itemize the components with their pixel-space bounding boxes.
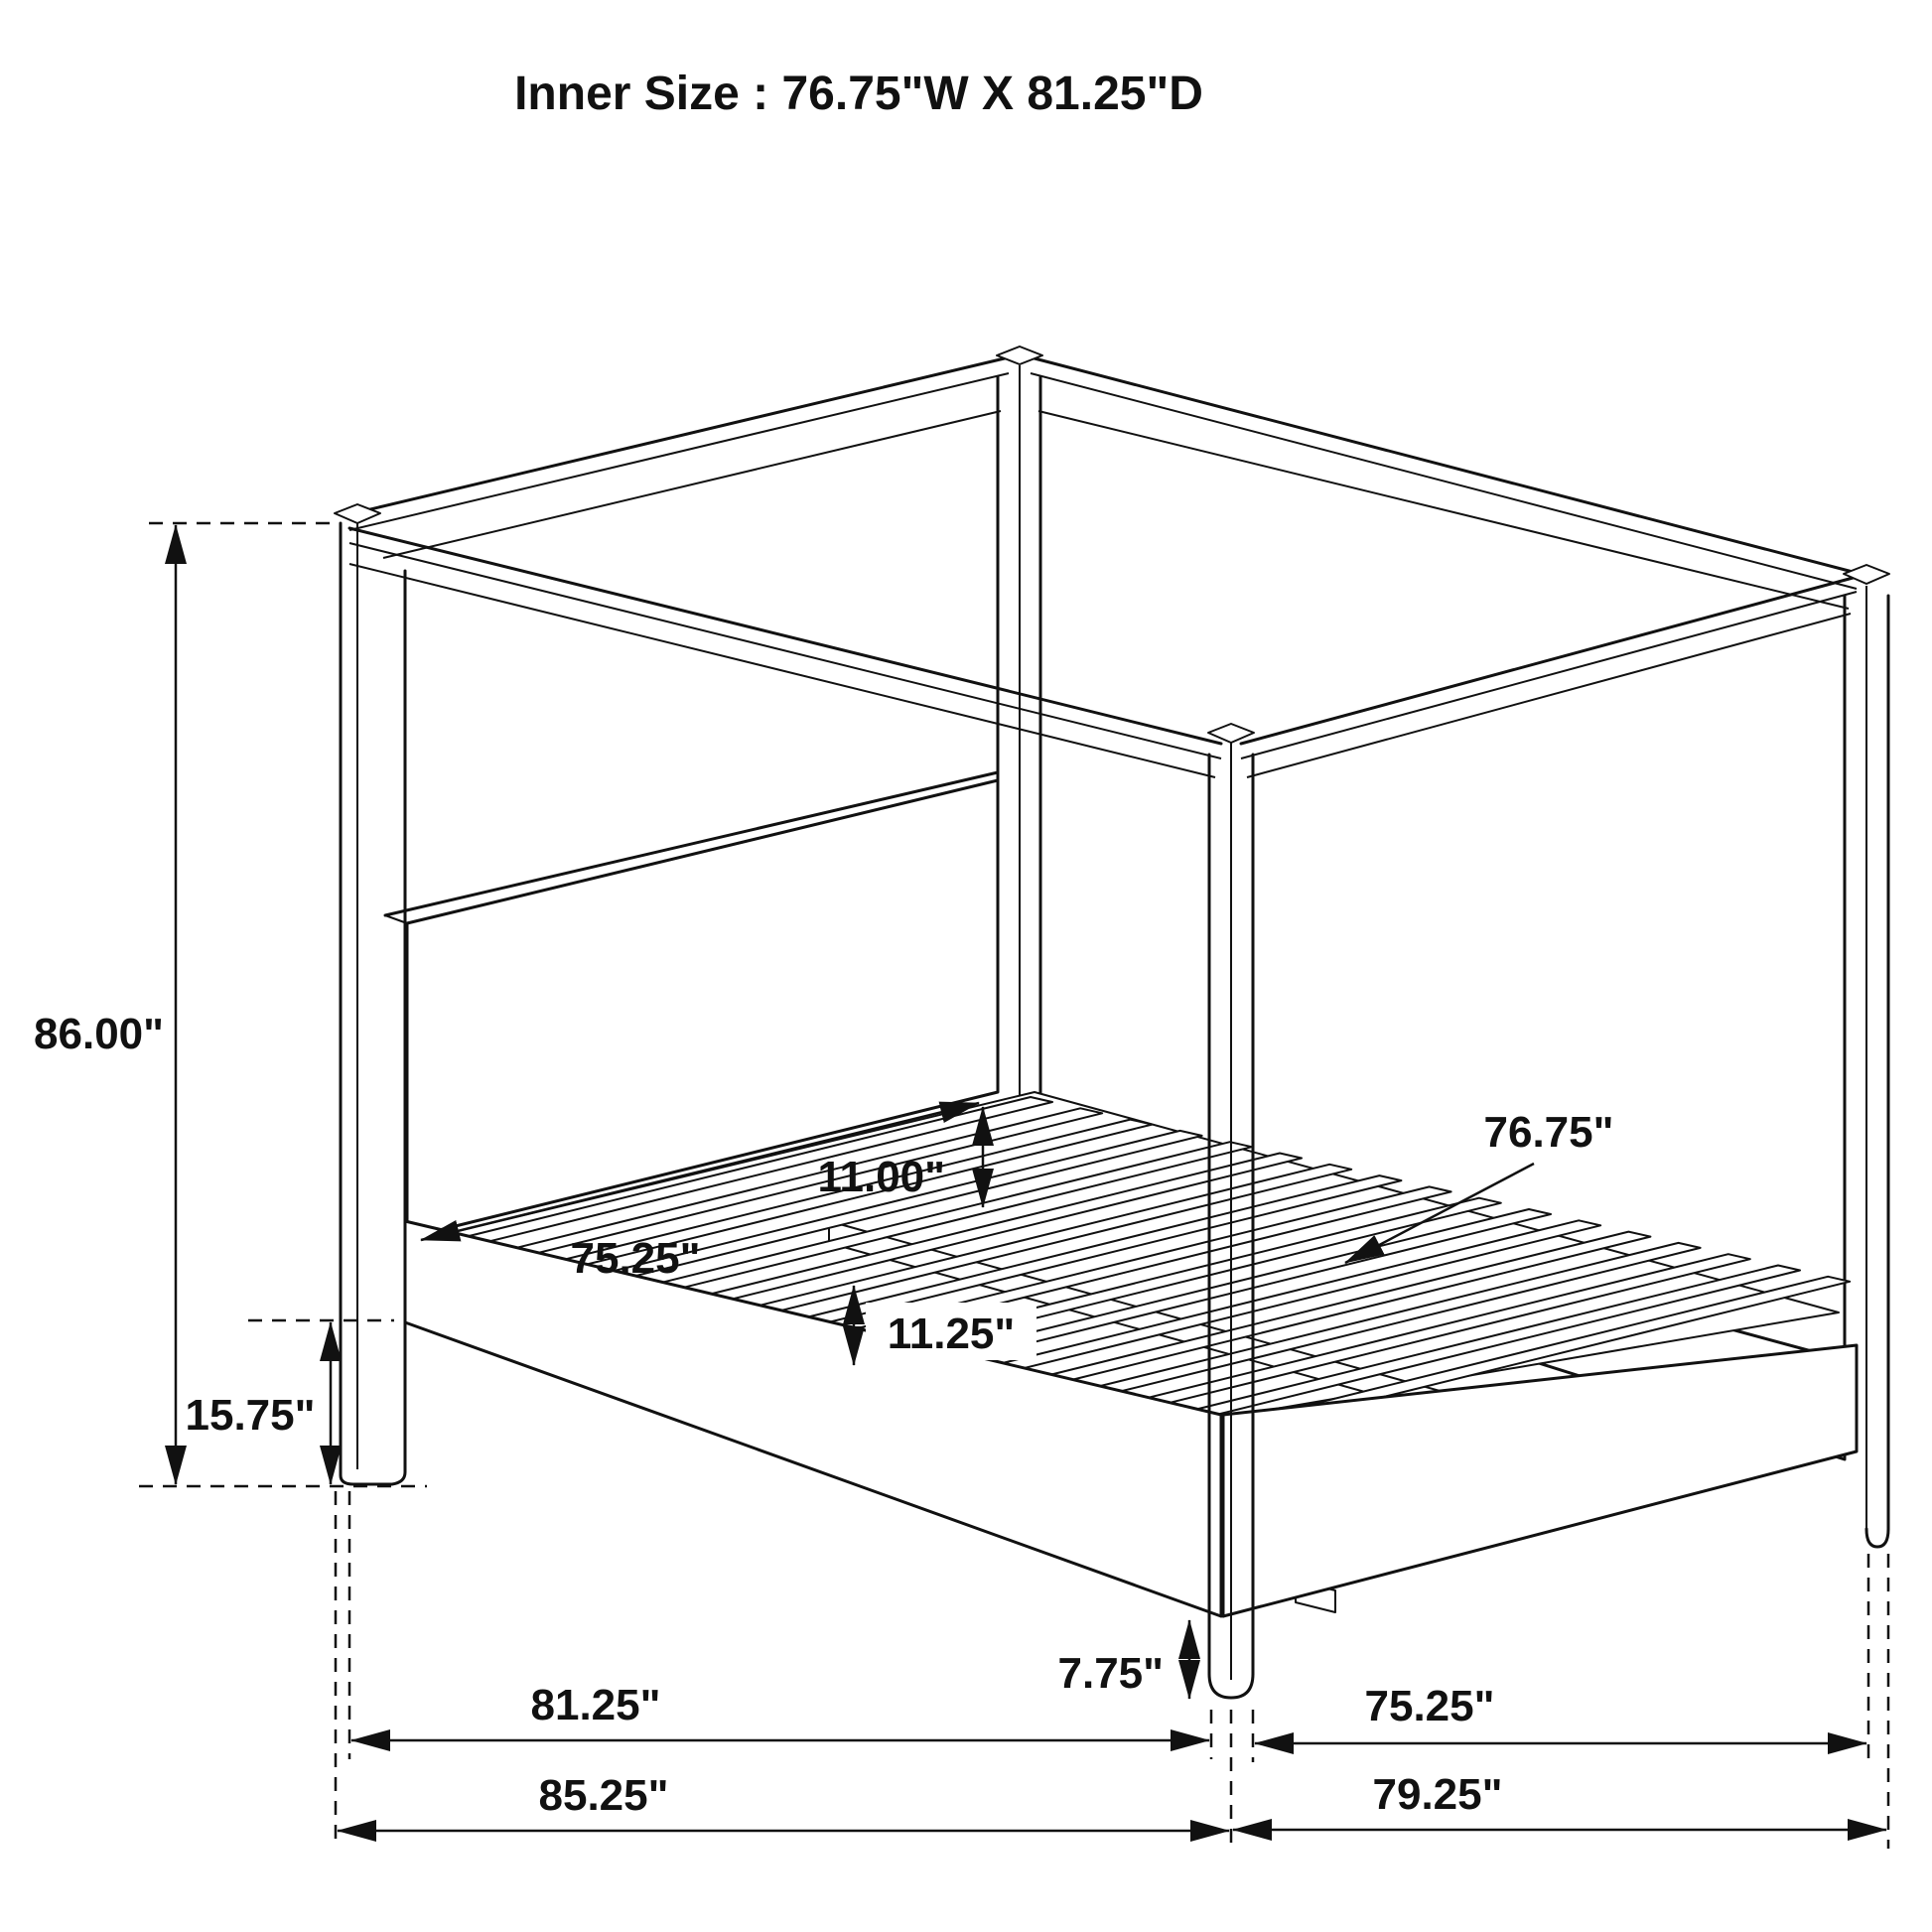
dimension-leg-height bbox=[186, 1320, 394, 1484]
dimension-foot-height bbox=[1058, 1620, 1190, 1699]
dim-label-platform-height: 11.25" bbox=[887, 1310, 1016, 1358]
canopy-frame bbox=[335, 346, 1889, 777]
diagram-title: Inner Size : 76.75"W X 81.25"D bbox=[514, 68, 1203, 120]
dim-label-post-height: 86.00" bbox=[34, 1010, 164, 1058]
dim-label-headboard-width: 75.25" bbox=[570, 1234, 701, 1283]
post-cap-head-right bbox=[997, 346, 1042, 364]
dimension-inner-width bbox=[1255, 1682, 1866, 1743]
post-cap-foot-front bbox=[1208, 724, 1254, 743]
post-cap-foot-right bbox=[1844, 565, 1889, 584]
dimension-post-height bbox=[34, 523, 427, 1486]
foot-cap-right bbox=[1866, 1529, 1888, 1547]
dim-label-headboard-clearance: 11.00" bbox=[817, 1153, 945, 1201]
dimension-overall-depth bbox=[338, 1771, 1229, 1831]
dim-label-foot-height: 7.75" bbox=[1057, 1649, 1164, 1698]
dim-label-inner-depth: 81.25" bbox=[530, 1681, 661, 1729]
dim-label-inner-width: 75.25" bbox=[1364, 1682, 1495, 1730]
post-head-left bbox=[341, 523, 405, 1484]
dim-label-overall-depth: 85.25" bbox=[538, 1771, 669, 1820]
dim-label-slat-length: 76.75" bbox=[1483, 1108, 1614, 1157]
dimension-overall-width bbox=[1233, 1770, 1886, 1830]
post-head-right bbox=[998, 365, 1040, 1147]
foot-cap-head-left bbox=[341, 1465, 405, 1484]
dim-label-overall-width: 79.25" bbox=[1372, 1770, 1503, 1819]
dim-label-leg-height: 15.75" bbox=[185, 1391, 316, 1440]
